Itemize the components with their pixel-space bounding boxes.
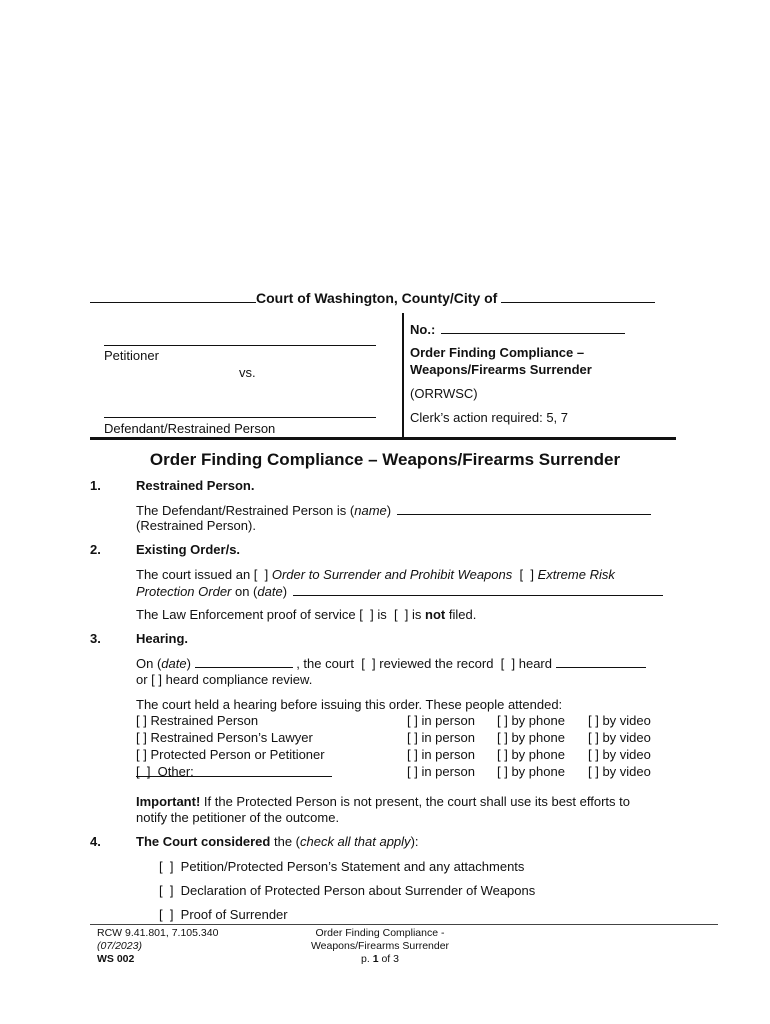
important-note-line2: notify the petitioner of the outcome. [136,810,340,825]
section-2-number: 2. [90,542,101,557]
court-name-blank[interactable] [90,288,256,303]
section-4-number: 4. [90,834,101,849]
caption-divider [402,313,404,437]
section-1-line1 [136,502,651,519]
document-title: Order Finding Compliance – Weapons/Firearms Surrender [149,450,621,469]
erpo-option[interactable]: Extreme Risk [537,567,615,582]
attendee-row [136,747,676,763]
by-video-option[interactable]: [ ] by video [588,764,651,779]
restrained-person-name-blank[interactable] [397,502,651,515]
defendant-name-line[interactable] [104,417,376,418]
section-3-number: 3. [90,631,101,646]
footer-rcw: RCW 9.41.801, 7.105.340 [97,927,219,939]
case-number-label: No.: [410,322,436,337]
in-person-option[interactable]: [ ] in person [407,713,475,728]
defendant-label: Defendant/Restrained Person [104,421,276,436]
footer-title-line2: Weapons/Firearms Surrender [310,940,450,952]
attendee-row [136,764,676,780]
considered-item-petition[interactable]: [ ] Petition/Protected Person’s Statement and any attachments [159,859,525,874]
s3-date-label: date [161,656,187,671]
court-heading [90,288,655,306]
section-2-line3 [136,607,476,623]
considered-item-declaration[interactable]: [ ] Declaration of Protected Person about Surrender of Weapons [159,883,536,898]
footer-rule [90,924,718,925]
footer-title-line1: Order Finding Compliance - [315,927,445,939]
in-person-option[interactable]: [ ] in person [407,747,475,762]
s1-name-label: name [354,503,387,518]
important-label: Important! [136,794,201,809]
footer-date: (07/2023) [97,940,142,952]
attendee-label[interactable]: [ ] Restrained Person [136,713,259,728]
caption-title-line2: Weapons/Firearms Surrender [410,362,592,377]
s1-text-end: ) [386,503,392,518]
footer-page [280,953,480,966]
attendee-row [136,730,676,746]
s3-on: On ( [136,656,162,671]
by-video-option[interactable]: [ ] by video [588,730,651,745]
footer-form-number: WS 002 [97,953,135,965]
heard-blank[interactable] [556,655,646,668]
caption-bottom-rule [90,437,676,440]
court-heading-text: Court of Washington, County/City of [256,290,498,306]
proof-of-service-end: filed. [445,607,477,622]
s2-mid: [ ] [512,567,538,582]
section-2-line1 [136,567,615,583]
important-note [136,794,630,810]
other-attendee-blank[interactable] [136,764,332,777]
order-date-blank[interactable] [293,583,663,596]
important-text: If the Protected Person is not present, the court shall use its best efforts to [200,794,630,809]
case-number-blank[interactable] [441,321,625,334]
not-emphasis: not [425,607,446,622]
s2-on: on ( [231,584,258,599]
petitioner-name-line[interactable] [104,345,376,346]
s4-heading-end: ): [410,834,419,849]
order-to-surrender-option[interactable]: Order to Surrender and Prohibit Weapons [271,567,513,582]
vs-label: vs. [239,365,256,380]
petitioner-label: Petitioner [104,348,159,363]
s3-mid: , the court [ ] reviewed the record [ ] heard [292,656,552,671]
s2-text: The court issued an [ ] [136,567,272,582]
section-1-heading: Restrained Person. [136,478,255,493]
proof-of-service-text: The Law Enforcement proof of service [ ] is [ ] is [136,607,426,622]
page-number: 1 [372,953,379,965]
caption-form-code: (ORRWSC) [410,386,478,401]
by-video-option[interactable]: [ ] by video [588,713,651,728]
by-phone-option[interactable]: [ ] by phone [497,713,565,728]
section-2-line2 [136,583,663,600]
section-1-number: 1. [90,478,101,493]
county-city-blank[interactable] [501,288,655,303]
s4-heading-rest: the ( [270,834,300,849]
page-prefix: p. [361,953,373,965]
section-2-heading: Existing Order/s. [136,542,241,557]
clerk-action: Clerk’s action required: 5, 7 [410,410,569,425]
by-video-option[interactable]: [ ] by video [588,747,651,762]
by-phone-option[interactable]: [ ] by phone [497,730,565,745]
s2-close: ) [282,584,288,599]
in-person-option[interactable]: [ ] in person [407,764,475,779]
attendee-label[interactable]: [ ] Protected Person or Petitioner [136,747,325,762]
s4-heading-bold: The Court considered [136,834,271,849]
by-phone-option[interactable]: [ ] by phone [497,764,565,779]
in-person-option[interactable]: [ ] in person [407,730,475,745]
section-3-line2: or [ ] heard compliance review. [136,672,313,687]
by-phone-option[interactable]: [ ] by phone [497,747,565,762]
caption-title-line1: Order Finding Compliance – [410,345,585,360]
considered-item-proof[interactable]: [ ] Proof of Surrender [159,907,288,922]
other-label: [ ] Other: [136,764,194,779]
s2-date-label: date [257,584,283,599]
attendee-row [136,713,676,729]
section-3-line1 [136,655,646,672]
erpo-option-cont: Protection Order [136,584,232,599]
s4-heading-italic: check all that apply [299,834,411,849]
s3-close: ) [186,656,191,671]
section-1-line2: (Restrained Person). [136,518,256,533]
section-3-heading: Hearing. [136,631,189,646]
page-suffix: of 3 [378,953,399,965]
s1-text: The Defendant/Restrained Person is ( [136,503,355,518]
attendance-intro: The court held a hearing before issuing this order. These people attended: [136,697,563,712]
hearing-date-blank[interactable] [195,655,293,668]
case-number [410,321,625,338]
section-4-heading [136,834,419,850]
attendee-label[interactable]: [ ] Restrained Person’s Lawyer [136,730,313,745]
